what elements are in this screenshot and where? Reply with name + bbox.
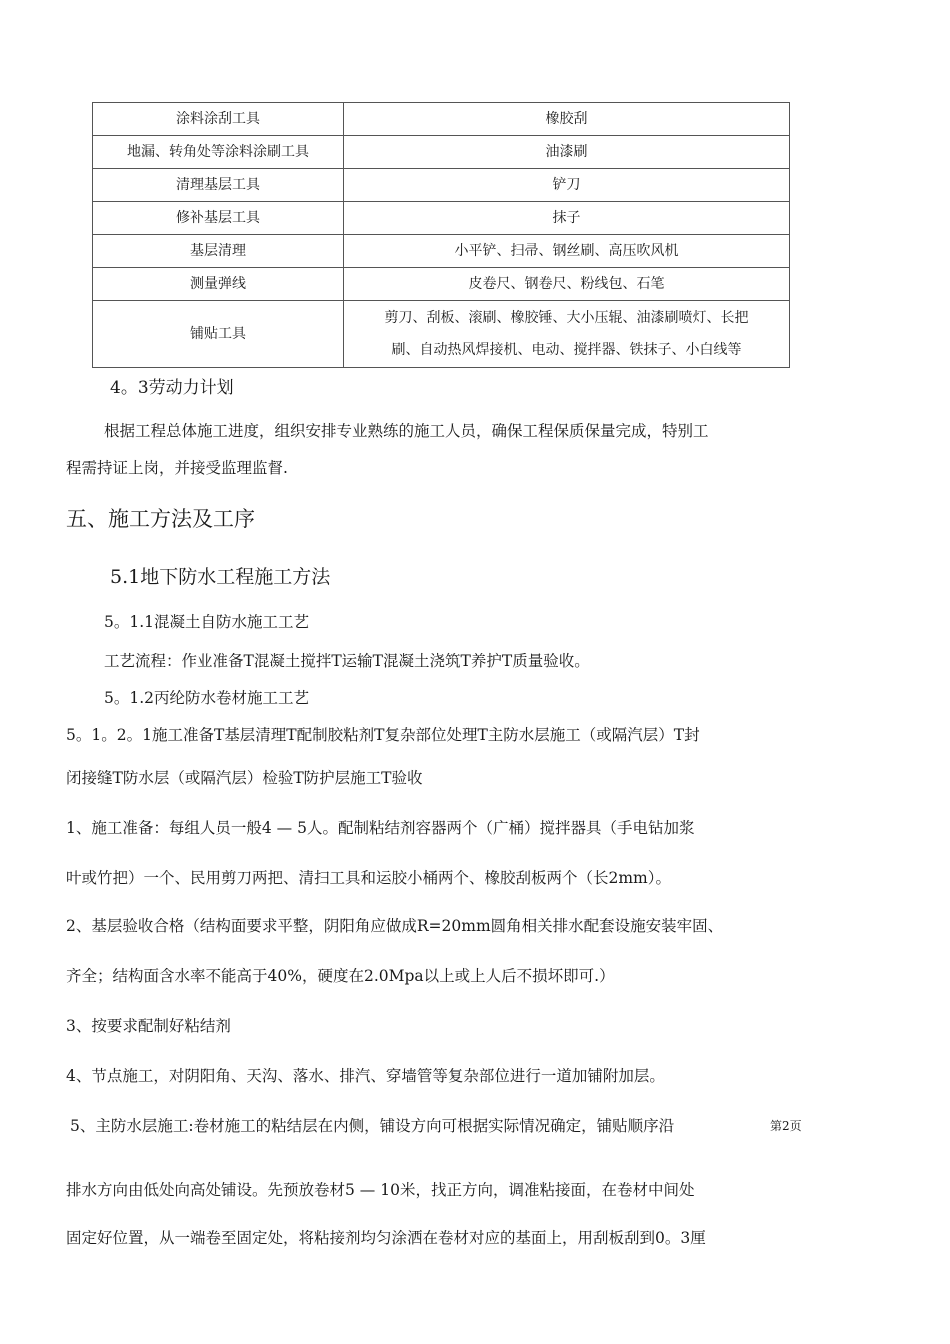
table-cell-tools: 铲刀 [344,169,790,202]
table-cell-item: 清理基层工具 [93,169,344,202]
table-cell-tools: 抹子 [344,202,790,235]
table-cell-item: 涂料涂刮工具 [93,103,344,136]
list-item-line: 5、主防水层施工:卷材施工的粘结层在内侧，铺设方向可根据实际情况确定，铺贴顺序沿 [70,1117,675,1135]
paragraph-line: 根据工程总体施工进度，组织安排专业熟练的施工人员，确保工程保质保量完成，特别工 [104,422,709,440]
table-cell-line: 剪刀、刮板、滚刷、橡胶锤、大小压辊、油漆刷喷灯、长把 [384,310,749,326]
subsection-heading-5-1-1: 5。1.1混凝土自防水施工工艺 [104,613,310,631]
table-cell-item: 修补基层工具 [93,202,344,235]
table-row [93,103,790,136]
table-cell-item: 测量弹线 [93,268,344,301]
process-flow-line: 工艺流程：作业准备T混凝土搅拌T运输T混凝土浇筑T养护T质量验收。 [104,652,590,670]
table-cell-tools: 橡胶刮 [344,103,790,136]
list-item-line: 4、节点施工，对阴阳角、天沟、落水、排汽、穿墙管等复杂部位进行一道加铺附加层。 [66,1067,665,1085]
list-item-line: 固定好位置，从一端卷至固定处，将粘接剂均匀涂洒在卷材对应的基面上，用刮板刮到0。3厘 [66,1229,706,1247]
list-item-line: 3、按要求配制好粘结剂 [66,1017,231,1035]
table-cell-item: 基层清理 [93,235,344,268]
paragraph-line: 程需持证上岗，并接受监理监督. [66,459,288,477]
table-cell-item: 铺贴工具 [93,301,344,368]
table-row [93,235,790,268]
tools-table [92,102,790,368]
list-item-line: 2、基层验收合格（结构面要求平整，阴阳角应做成R=20mm圆角相关排水配套设施安装牢固、 [66,917,724,935]
paragraph-line: 闭接缝T防水层（或隔汽层）检验T防护层施工T验收 [66,769,423,787]
section-heading-4-3: 4。3劳动力计划 [110,378,234,398]
chapter-heading: 五、施工方法及工序 [66,507,255,531]
table-cell-tools [344,301,790,368]
table-cell-line: 刷、自动热风焊接机、电动、搅拌器、铁抹子、小白线等 [391,342,742,358]
table-cell-tools: 皮卷尺、钢卷尺、粉线包、石笔 [344,268,790,301]
table-cell-item: 地漏、转角处等涂料涂刷工具 [93,136,344,169]
list-item-line: 叶或竹把）一个、民用剪刀两把、清扫工具和运胶小桶两个、橡胶刮板两个（长2mm）。 [66,869,672,887]
table-cell-tools: 小平铲、扫帚、钢丝刷、高压吹风机 [344,235,790,268]
table-cell-tools: 油漆刷 [344,136,790,169]
table-row [93,268,790,301]
table-row [93,202,790,235]
subsection-heading-5-1-2: 5。1.2丙纶防水卷材施工工艺 [104,689,310,707]
table-row [93,169,790,202]
list-item-line: 排水方向由低处向高处铺设。先预放卷材5 — 10米，找正方向，调准粘接面，在卷材中间处 [66,1181,695,1199]
paragraph-line: 5。1。2。1施工准备T基层清理T配制胶粘剂T复杂部位处理T主防水层施工（或隔汽层）T封 [66,726,700,744]
table-row [93,136,790,169]
list-item-line: 1、施工准备：每组人员一般4 — 5人。配制粘结剂容器两个（广桶）搅拌器具（手电钻加浆 [66,819,695,837]
page-number: 第2页 [770,1119,802,1133]
list-item-line: 齐全；结构面含水率不能高于40%，硬度在2.0Mpa以上或上人后不损坏即可.） [66,967,615,985]
table-row [93,301,790,368]
section-heading-5-1: 5.1地下防水工程施工方法 [110,566,331,588]
